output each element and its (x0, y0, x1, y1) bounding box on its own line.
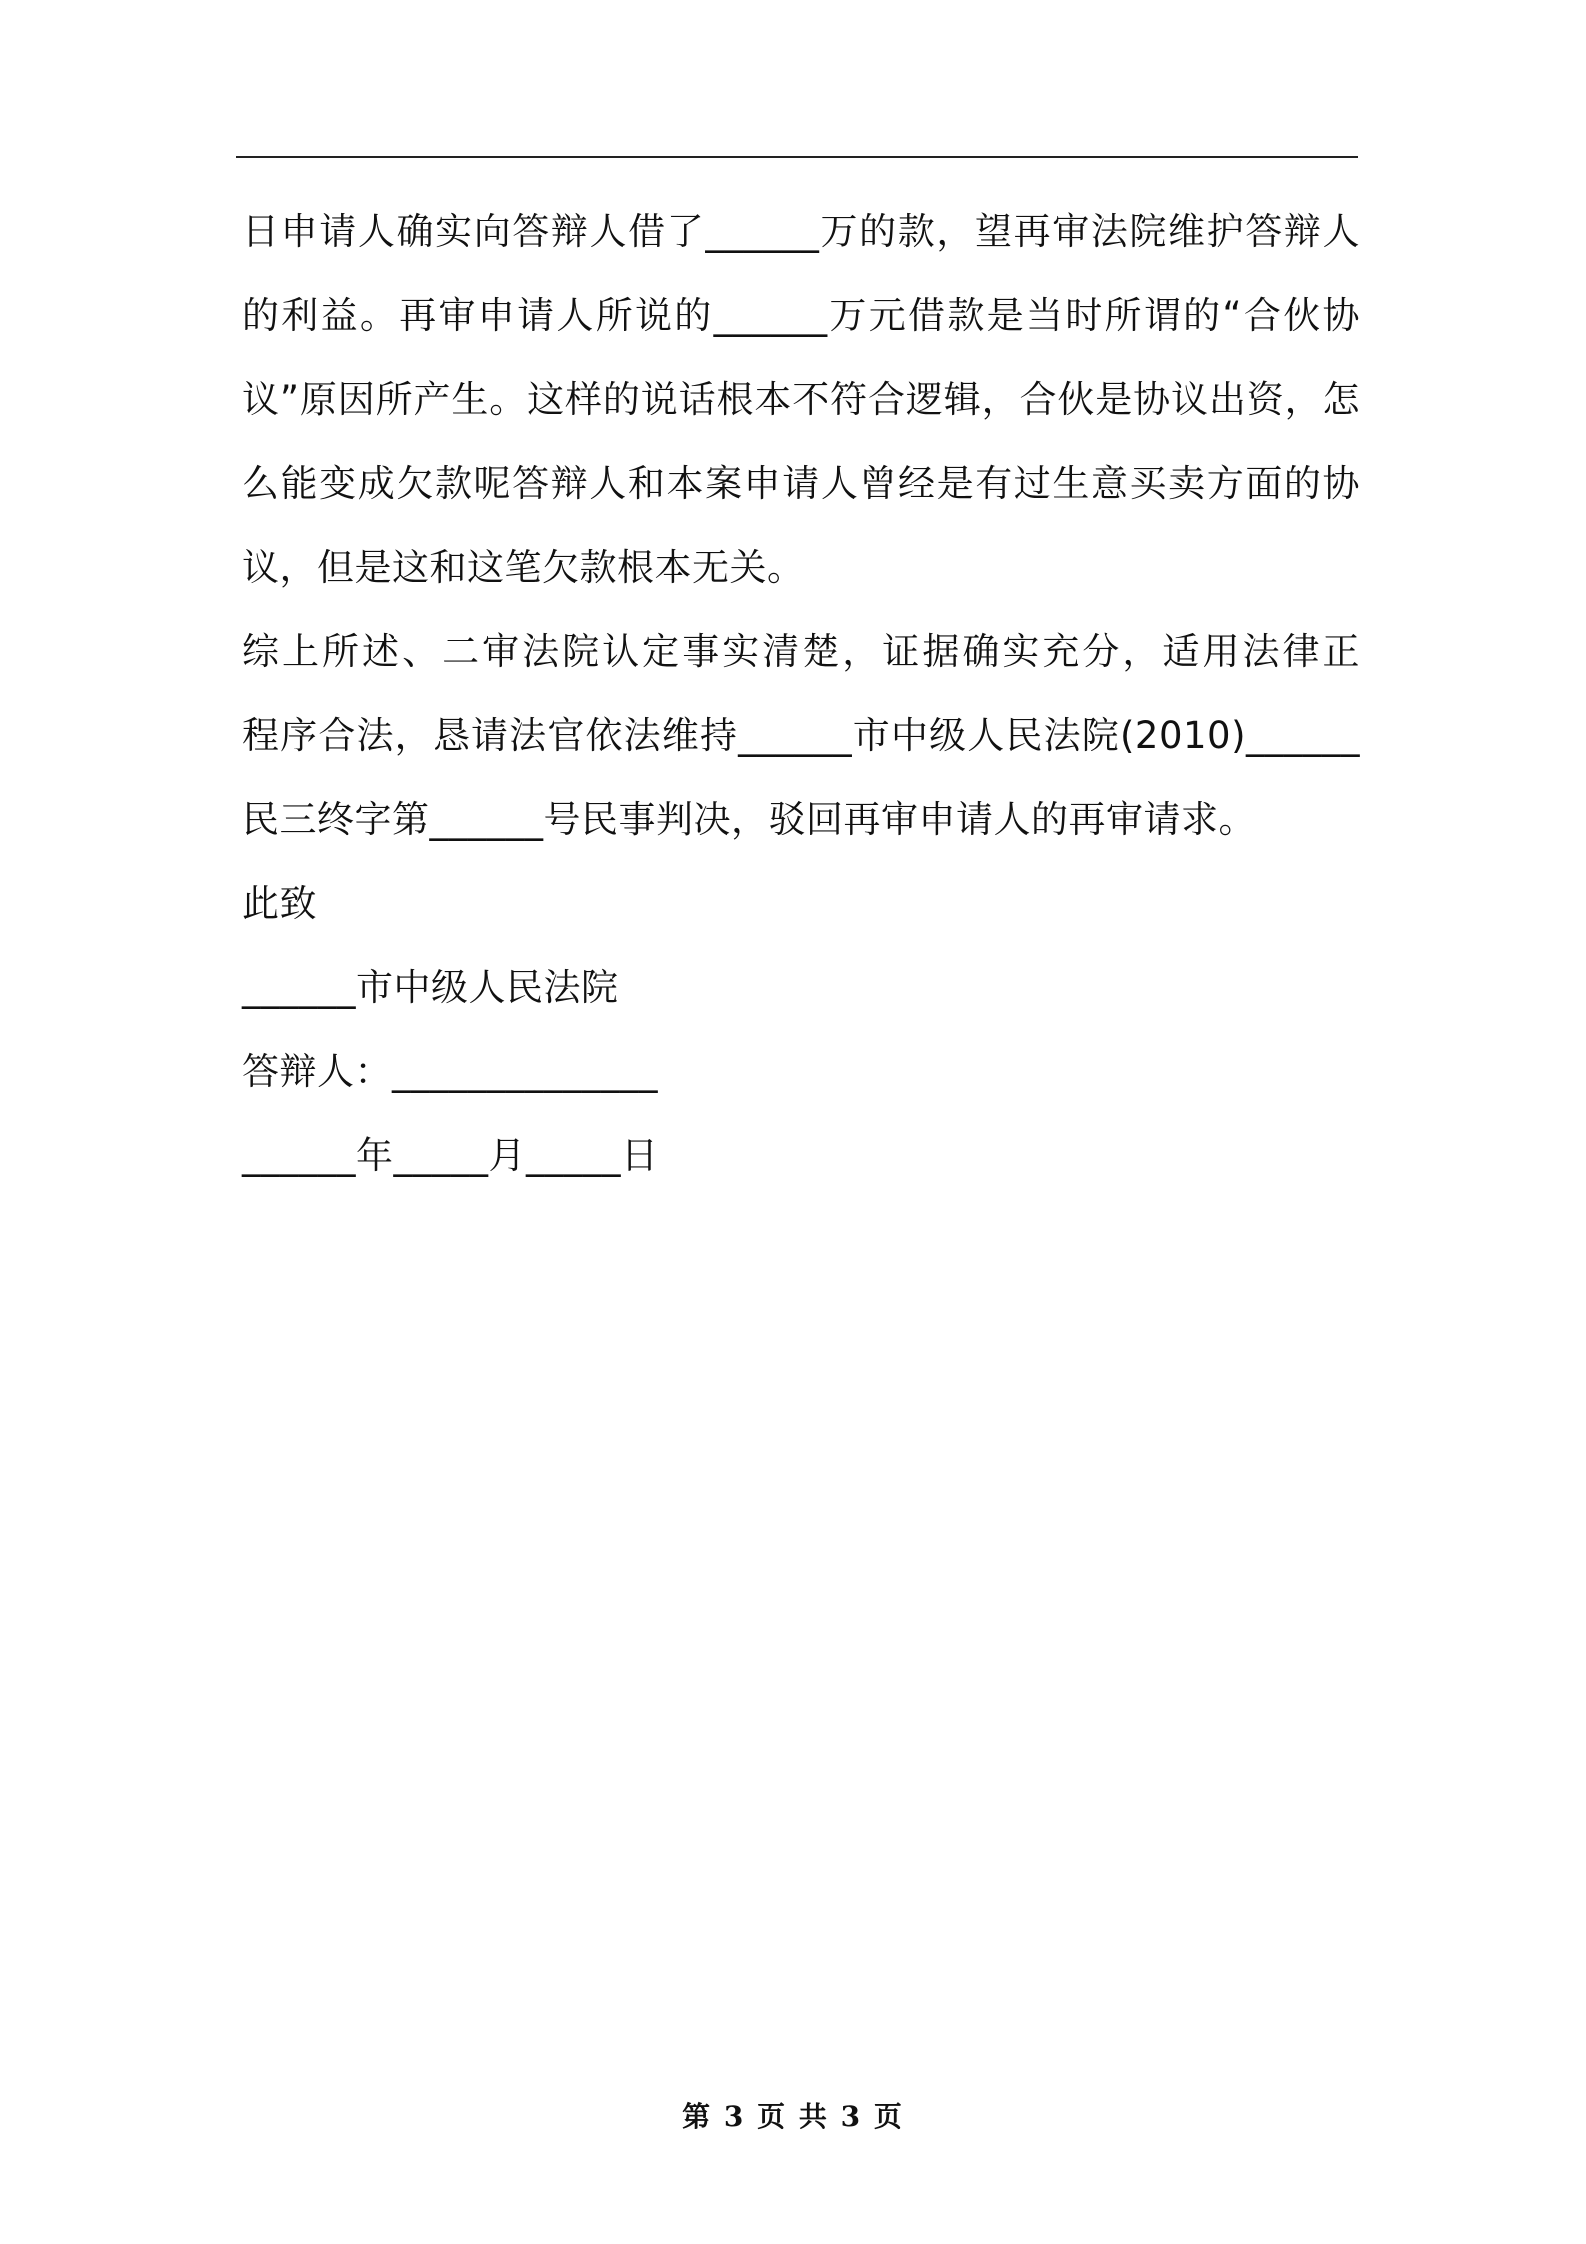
page-number: 第 3 页 共 3 页 (682, 2100, 904, 2133)
body-line: 民三终字第______号民事判决，驳回再审申请人的再审请求。 (242, 798, 1256, 841)
body-line: 综上所述、二审法院认定事实清楚，证据确实充分，适用法律正 (242, 630, 1360, 673)
body-line: 程序合法，恳请法官依法维持______市中级人民法院(2010)______ (242, 714, 1360, 757)
header-divider (236, 156, 1358, 158)
document-body (242, 190, 1360, 1198)
respondent-signature-line: 答辩人：______________ (242, 1050, 658, 1093)
body-line: 议，但是这和这笔欠款根本无关。 (242, 546, 805, 589)
body-line: 日申请人确实向答辩人借了______万的款，望再审法院维护答辩人 (242, 210, 1360, 253)
date-line: ______年_____月_____日 (242, 1134, 659, 1177)
body-line: 么能变成欠款呢答辩人和本案申请人曾经是有过生意买卖方面的协 (242, 462, 1360, 505)
body-line: 议”原因所产生。这样的说话根本不符合逻辑，合伙是协议出资，怎 (242, 378, 1360, 421)
body-line: 的利益。再审申请人所说的______万元借款是当时所谓的“合伙协 (242, 294, 1360, 337)
addressee-court: ______市中级人民法院 (242, 966, 619, 1009)
salutation: 此致 (242, 882, 317, 925)
